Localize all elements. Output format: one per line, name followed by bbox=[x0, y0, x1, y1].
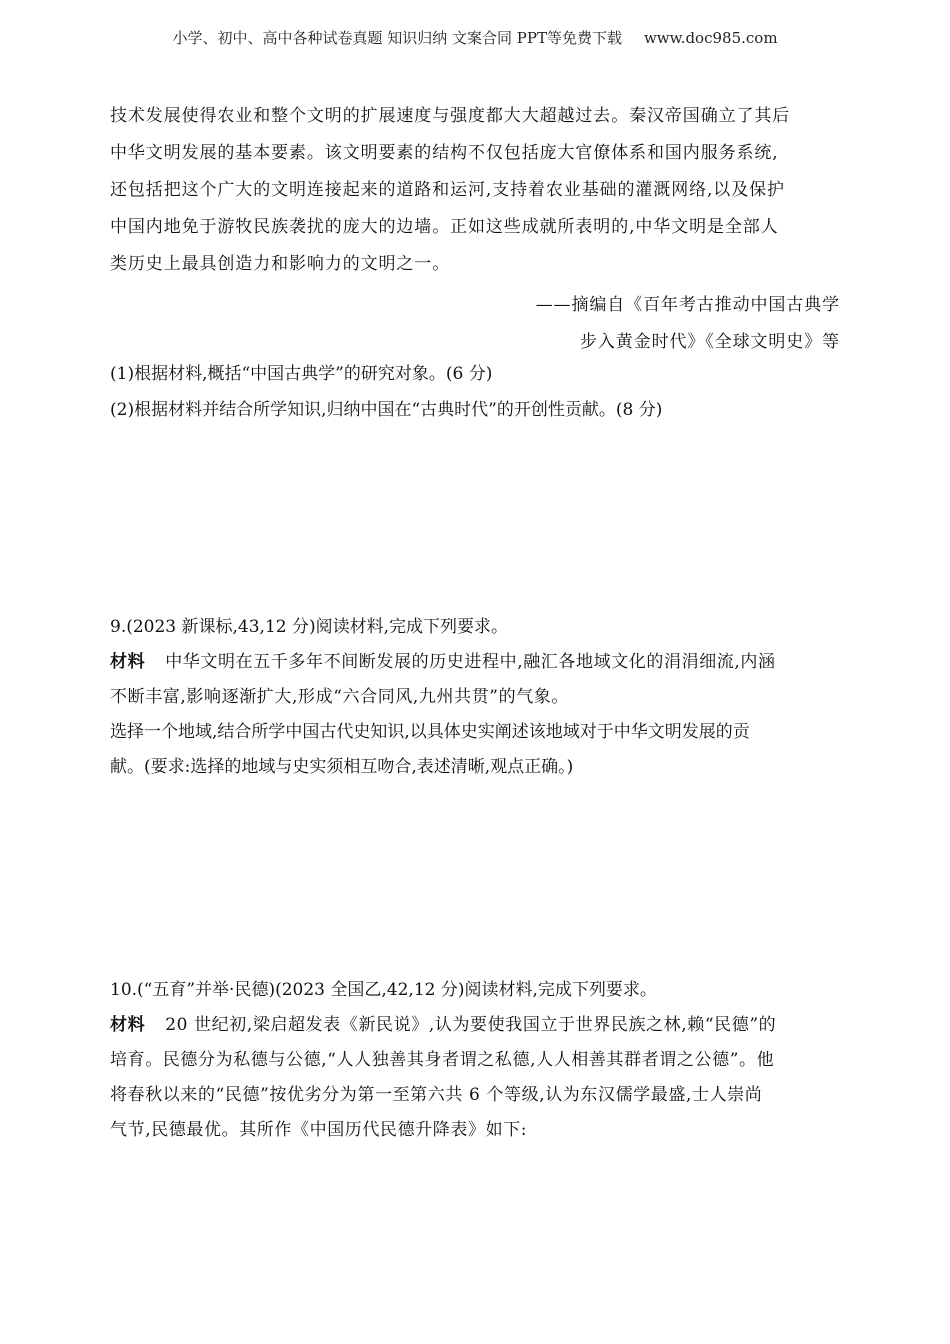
material-line: 类历史上最具创造力和影响力的文明之一。 bbox=[110, 254, 451, 274]
source-citation-line2: 步入黄金时代》《全球文明史》等 bbox=[580, 332, 840, 352]
q9-material-line1 bbox=[110, 645, 840, 680]
q10-material-line2: 培育。民德分为私德与公德,“人人独善其身者谓之私德,人人相善其群者谓之公德”。他 bbox=[110, 1050, 775, 1070]
q9-material-text: 中华文明在五千多年不间断发展的历史进程中,融汇各地域文化的涓涓细流,内涵 bbox=[165, 652, 776, 672]
question-10 bbox=[110, 973, 840, 1148]
question-1: (1)根据材料,概括“中国古典学”的研究对象。(6 分) bbox=[110, 364, 493, 384]
section8-material bbox=[110, 98, 840, 283]
material-line: 技术发展使得农业和整个文明的扩展速度与强度都大大超越过去。秦汉帝国确立了其后 bbox=[110, 106, 791, 126]
q10-material-line3: 将春秋以来的“民德”按优劣分为第一至第六共 6 个等级,认为东汉儒学最盛,士人崇尚 bbox=[110, 1085, 763, 1105]
q10-material-line1 bbox=[110, 1008, 840, 1043]
header-text: 小学、初中、高中各种试卷真题 知识归纳 文案合同 PPT等免费下载 bbox=[172, 29, 622, 47]
material-line: 还包括把这个广大的文明连接起来的道路和运河,支持着农业基础的灌溉网络,以及保护 bbox=[110, 180, 785, 200]
q9-task-line2: 献。(要求:选择的地域与史实须相互吻合,表述清晰,观点正确。) bbox=[110, 757, 574, 777]
page-header bbox=[0, 27, 950, 48]
source-citation-line1: ——摘编自《百年考古推动中国古典学 bbox=[535, 295, 840, 315]
q10-title: 10.(“五育”并举·民德)(2023 全国乙,42,12 分)阅读材料,完成下列要求。 bbox=[110, 980, 657, 1000]
q9-material-line2: 不断丰富,影响逐渐扩大,形成“六合同风,九州共贯”的气象。 bbox=[110, 687, 569, 707]
q9-task-line1: 选择一个地域,结合所学中国古代史知识,以具体史实阐述该地域对于中华文明发展的贡 bbox=[110, 722, 750, 742]
question-2: (2)根据材料并结合所学知识,归纳中国在“古典时代”的开创性贡献。(8 分) bbox=[110, 400, 663, 420]
material-line: 中国内地免于游牧民族袭扰的庞大的边墙。正如这些成就所表明的,中华文明是全部人 bbox=[110, 217, 779, 237]
q10-material-line4: 气节,民德最优。其所作《中国历代民德升降表》如下: bbox=[110, 1120, 528, 1140]
material-label: 材料 bbox=[110, 1015, 146, 1035]
question-9 bbox=[110, 610, 840, 785]
section8-questions bbox=[110, 356, 840, 428]
q9-title: 9.(2023 新课标,43,12 分)阅读材料,完成下列要求。 bbox=[110, 617, 509, 637]
material-label: 材料 bbox=[110, 652, 146, 672]
q10-material-text: 20 世纪初,梁启超发表《新民说》,认为要使我国立于世界民族之林,赖“民德”的 bbox=[165, 1015, 777, 1035]
material-line: 中华文明发展的基本要素。该文明要素的结构不仅包括庞大官僚体系和国内服务系统, bbox=[110, 143, 779, 163]
header-url[interactable]: www.doc985.com bbox=[643, 29, 778, 47]
